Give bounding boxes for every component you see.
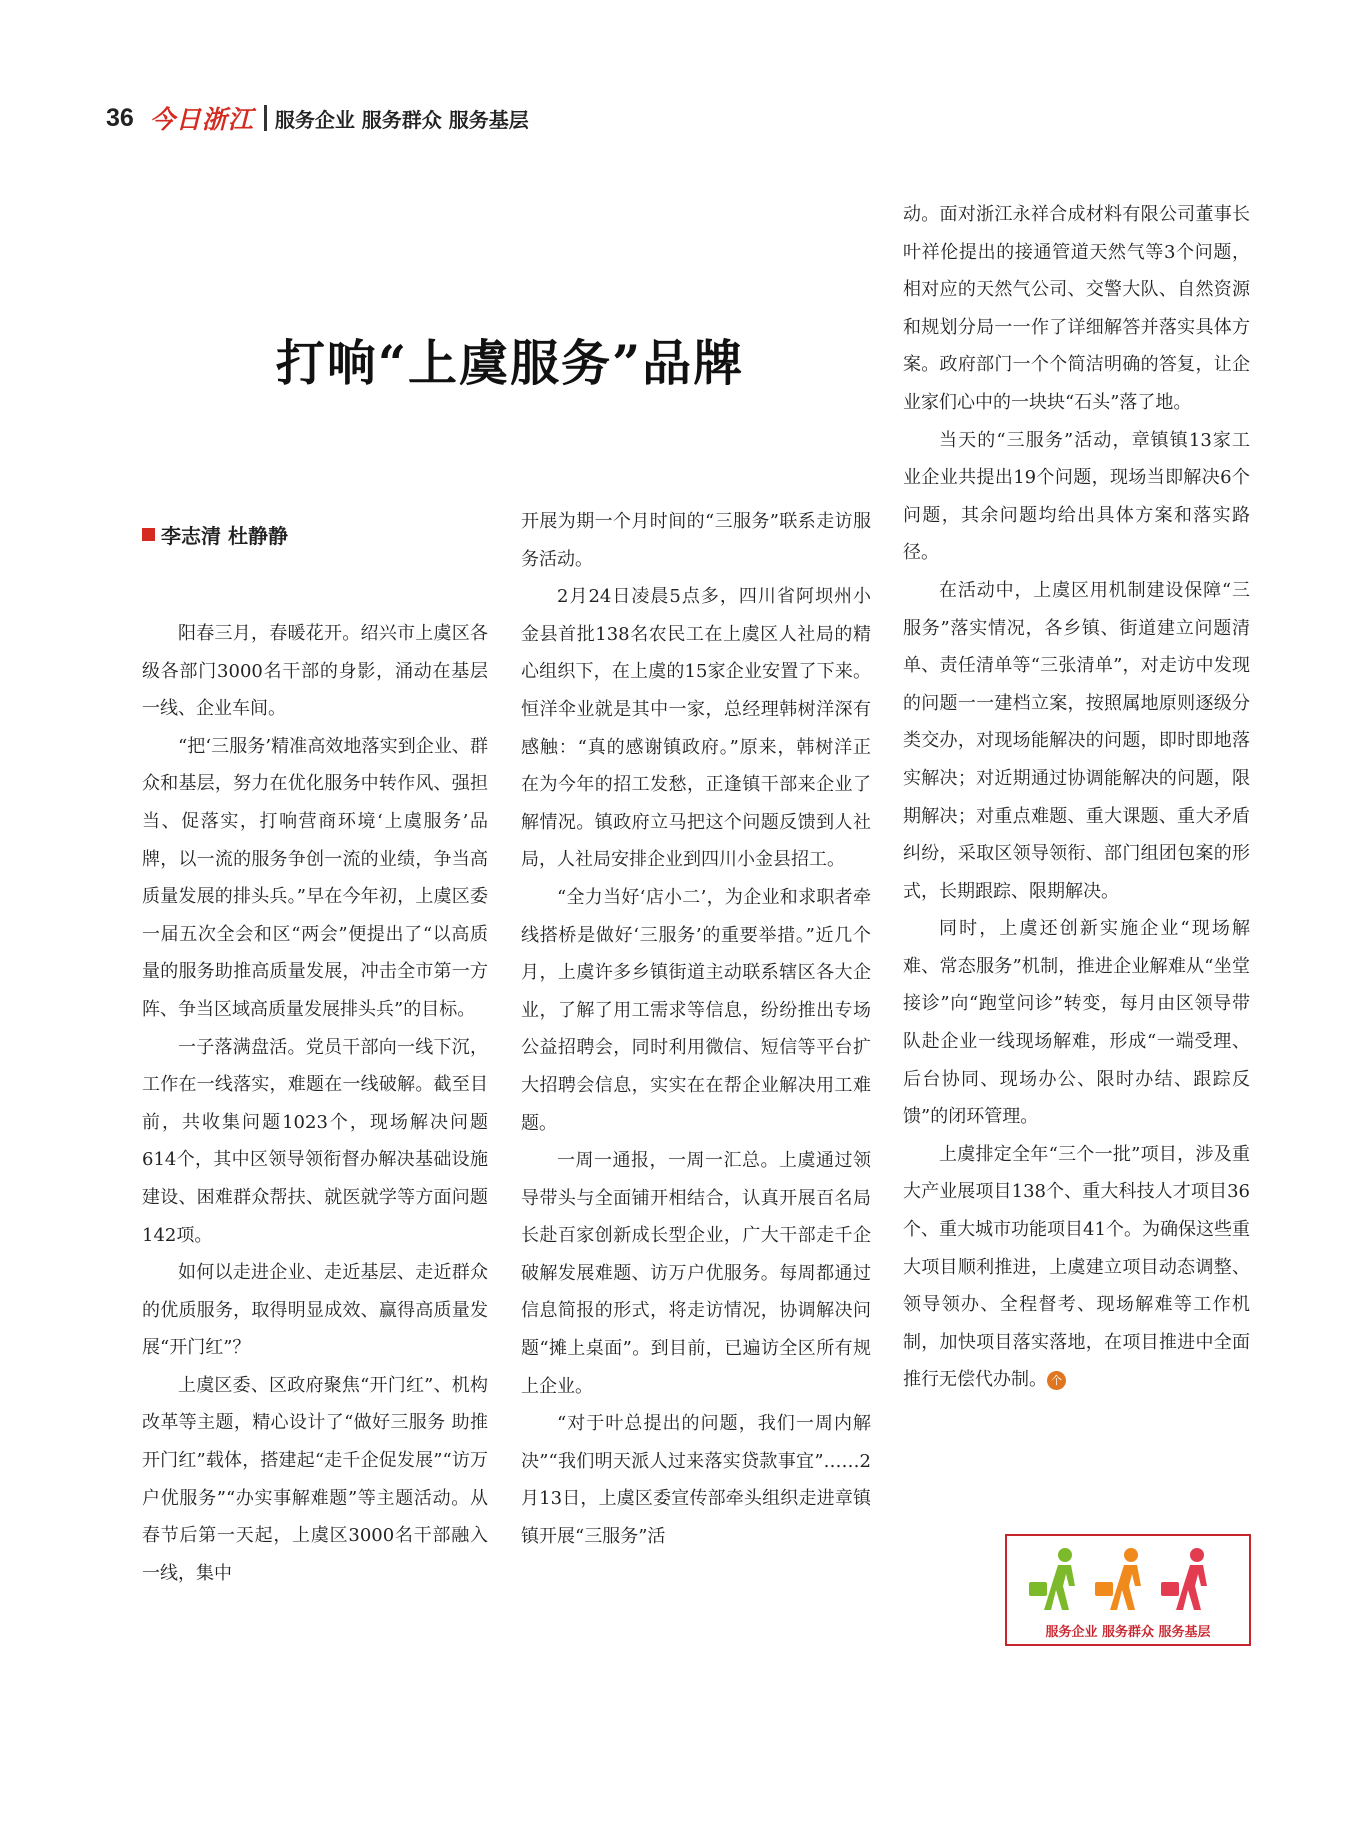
magazine-brand: 今日浙江: [149, 105, 254, 134]
page-number: 36: [106, 103, 134, 132]
paragraph: “把‘三服务’精准高效地落实到企业、群众和基层，努力在优化服务中转作风、强担当、促落实，打响营商环境‘上虞服务’品牌，以一流的服务争创一流的业绩，争当高质量发展的排头兵。”早在今年初，上虞区委一届五次全会和区“两会”便提出了“以高质量的服务助推高质量发展，冲击全市第一方阵、争当区域高质量发展排头兵”的目标。: [142, 735, 488, 1020]
article-byline: [142, 520, 288, 549]
article-title: 打响“上虞服务”品牌: [275, 334, 745, 392]
byline-authors: 李志清 杜静静: [161, 524, 288, 548]
paragraph: 当天的“三服务”活动，章镇镇13家工业企业共提出19个问题，现场当即解决6个问题，其余问题均给出具体方案和落实路径。: [903, 429, 1250, 564]
paragraph: [903, 1136, 1250, 1399]
paragraph: 上虞区委、区政府聚焦“开门红”、机构改革等主题，精心设计了“做好三服务 助推开门红”载体，搭建起“走千企促发展”“访万户优服务”“办实事解难题”等主题活动。从春节后第一天起，上虞区3000名干部融入一线，集中: [142, 1374, 488, 1584]
paragraph: “全力当好‘店小二’，为企业和求职者牵线搭桥是做好‘三服务’的重要举措。”近几个月，上虞许多乡镇街道主动联系辖区各大企业，了解了用工需求等信息，纷纷推出专场公益招聘会，同时利用微信、短信等平台扩大招聘会信息，实实在在帮企业解决用工难题。: [521, 886, 871, 1134]
logo-caption: 服务企业 服务群众 服务基层: [1045, 1625, 1211, 1640]
article-column-1: [142, 615, 488, 1592]
paragraph: 如何以走进企业、走近基层、走近群众的优质服务，取得明显成效、赢得高质量发展“开门红”？: [142, 1262, 488, 1359]
paragraph: 一子落满盘活。党员干部向一线下沉，工作在一线落实，难题在一线破解。截至目前，共收集问题1023个，现场解决问题614个，其中区领导领衔督办解决基础设施建设、困难群众帮扶、就医就学等方面问题142项。: [142, 1036, 488, 1246]
paragraph: 同时，上虞还创新实施企业“现场解难、常态服务”机制，推进企业解难从“坐堂接诊”向“跑堂问诊”转变，每月由区领导带队赴企业一线现场解难，形成“一端受理、后台协同、现场办公、限时办结、跟踪反馈”的闭环管理。: [903, 918, 1250, 1128]
article-end-icon: 个: [1047, 1371, 1066, 1390]
article-column-2: [521, 503, 871, 1556]
paragraph: 一周一通报，一周一汇总。上虞通过领导带头与全面铺开相结合，认真开展百名局长赴百家创新成长型企业，广大干部走千企破解发展难题、访万户优服务。每周都通过信息简报的形式，将走访情况，协调解决问题“摊上桌面”。到目前，已遍访全区所有规上企业。: [521, 1150, 871, 1397]
article-column-3: [903, 196, 1250, 1399]
byline-square-icon: [142, 528, 155, 541]
paragraph-continuation: 动。面对浙江永祥合成材料有限公司董事长叶祥伦提出的接通管道天然气等3个问题，相对应的天然气公司、交警大队、自然资源和规划分局一一作了详细解答并落实具体方案。政府部门一个个简洁明确的答复，让企业家们心中的一块块“石头”落了地。: [903, 204, 1250, 413]
service-logo-box: [1005, 1534, 1251, 1646]
header-divider: [264, 105, 267, 131]
walking-people-icon: [1025, 1546, 1231, 1612]
final-paragraph-text: 上虞排定全年“三个一批”项目，涉及重大产业展项目138个、重大科技人才项目36个、重大城市功能项目41个。为确保这些重大项目顺利推进，上虞建立项目动态调整、领导领办、全程督考、现场解难等工作机制，加快项目落实落地，在项目推进中全面推行无偿代办制。: [903, 1143, 1250, 1391]
paragraph-continuation: 开展为期一个月时间的“三服务”联系走访服务活动。: [521, 511, 871, 570]
paragraph: “对于叶总提出的问题，我们一周内解决”“我们明天派人过来落实贷款事宜”……2月13日，上虞区委宣传部牵头组织走进章镇镇开展“三服务”活: [521, 1413, 871, 1548]
page-header: [106, 100, 529, 136]
paragraph: 2月24日凌晨5点多，四川省阿坝州小金县首批138名农民工在上虞区人社局的精心组织下，在上虞的15家企业安置了下来。恒洋伞业就是其中一家，总经理韩树洋深有感触：“真的感谢镇政府。”原来，韩树洋正在为今年的招工发愁，正逢镇干部来企业了解情况。镇政府立马把这个问题反馈到人社局，人社局安排企业到四川小金县招工。: [521, 586, 871, 871]
paragraph: 阳春三月，春暖花开。绍兴市上虞区各级各部门3000名干部的身影，涌动在基层一线、企业车间。: [142, 623, 488, 720]
header-tagline: 服务企业 服务群众 服务基层: [274, 107, 529, 132]
paragraph: 在活动中，上虞区用机制建设保障“三服务”落实情况，各乡镇、街道建立问题清单、责任清单等“三张清单”，对走访中发现的问题一一建档立案，按照属地原则逐级分类交办，对现场能解决的问题，即时即地落实解决；对近期通过协调能解决的问题，限期解决；对重点难题、重大课题、重大矛盾纠纷，采取区领导领衔、部门组团包案的形式，长期跟踪、限期解决。: [903, 579, 1250, 902]
